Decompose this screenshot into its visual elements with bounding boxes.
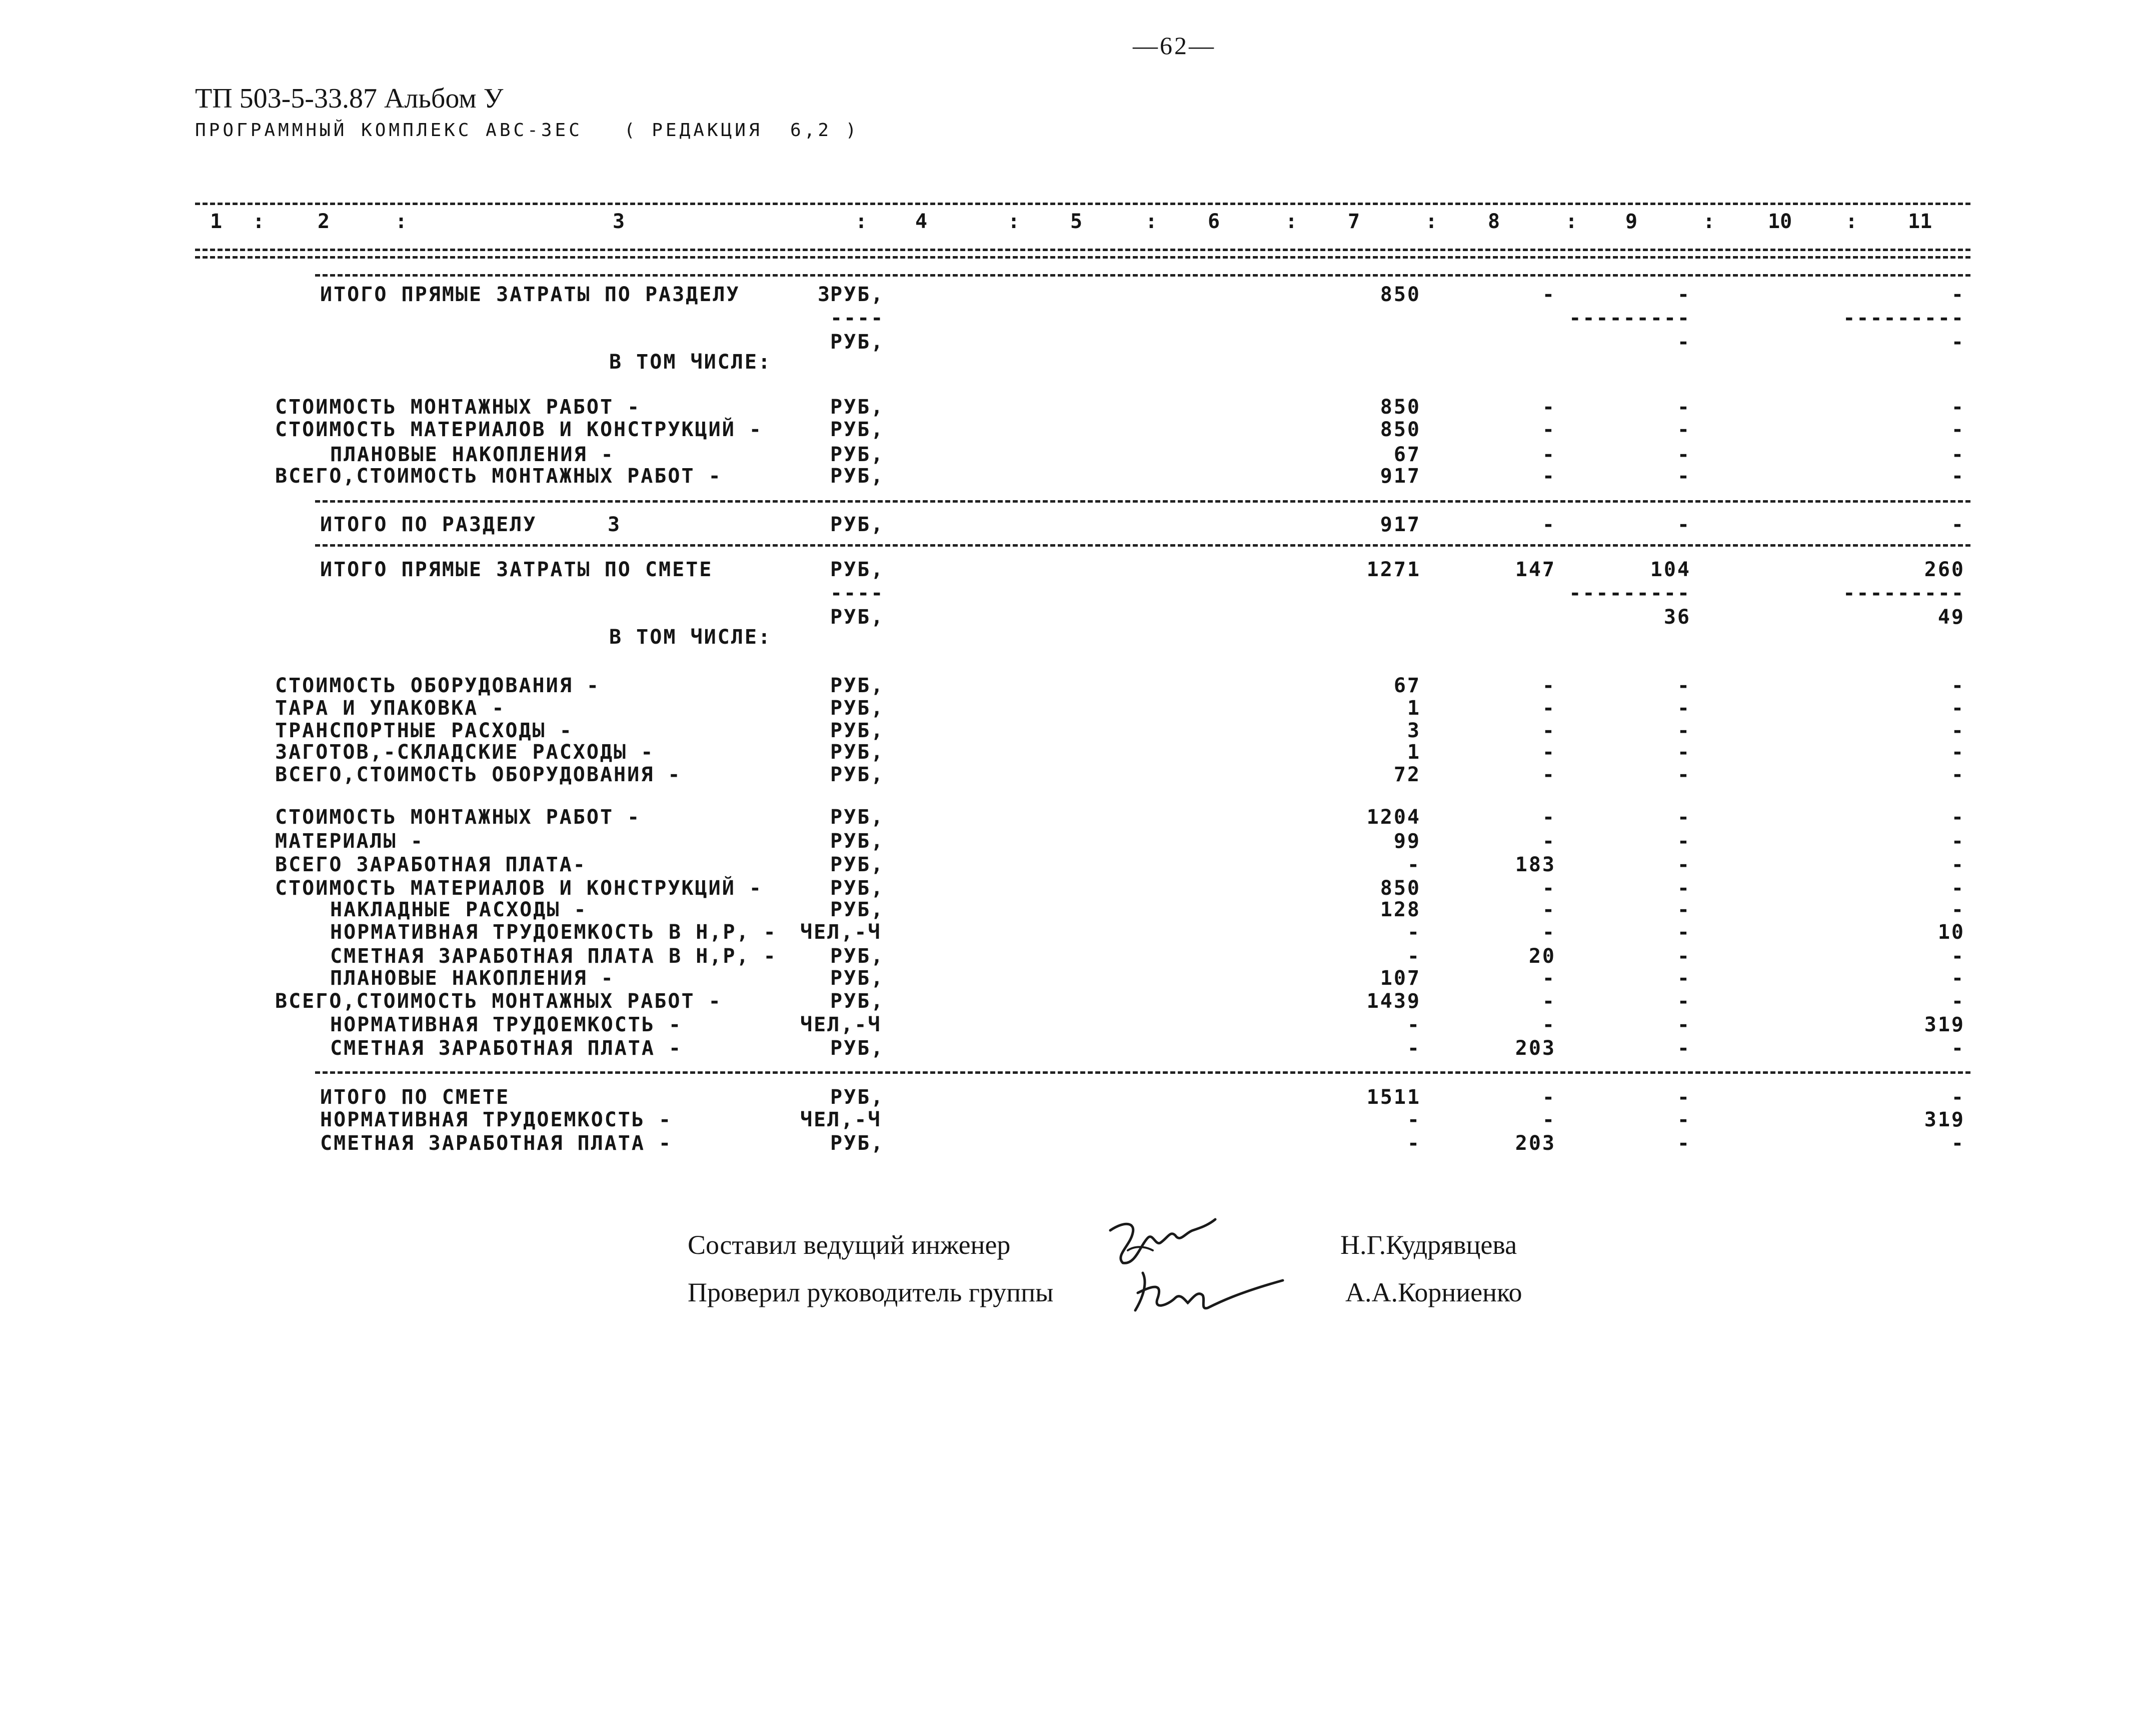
column-header-7: 7	[1348, 210, 1360, 233]
cell-col-11: ---------	[1843, 307, 1965, 330]
table-row	[0, 876, 2156, 900]
cell-col-11: -	[1951, 674, 1965, 697]
table-row	[0, 513, 2156, 537]
column-separator: :	[1145, 210, 1158, 233]
column-header-10: 10	[1768, 210, 1792, 233]
header-top-rule	[195, 203, 1970, 205]
table-row	[0, 1013, 2156, 1037]
cell-col-8: -	[1542, 967, 1556, 990]
table-row	[0, 581, 2156, 605]
table-row	[0, 350, 2156, 374]
row-label: В ТОМ ЧИСЛЕ:	[609, 626, 772, 649]
section-rule	[315, 274, 1970, 277]
cell-col-11: 10	[1937, 921, 1965, 944]
row-label: ВСЕГО,СТОИМОСТЬ МОНТАЖНЫХ РАБОТ -	[275, 990, 722, 1013]
row-unit: ЧЕЛ,-Ч	[800, 921, 882, 944]
column-separator: :	[1425, 210, 1438, 233]
table-row	[0, 696, 2156, 720]
table-row	[0, 464, 2156, 488]
row-label: СМЕТНАЯ ЗАРАБОТНАЯ ПЛАТА -	[320, 1132, 673, 1155]
row-label: СТОИМОСТЬ МАТЕРИАЛОВ И КОНСТРУКЦИЙ -	[275, 877, 763, 900]
table-row	[0, 920, 2156, 944]
cell-col-7: 1439	[1366, 990, 1421, 1013]
row-unit: РУБ,	[830, 741, 885, 764]
row-unit: РУБ,	[830, 877, 885, 900]
table-row	[0, 1108, 2156, 1132]
cell-col-11: -	[1951, 877, 1965, 900]
cell-col-11: -	[1951, 1037, 1965, 1060]
cell-col-7: 917	[1380, 465, 1421, 488]
cell-col-8: -	[1542, 418, 1556, 441]
cell-col-9: -	[1677, 1132, 1691, 1155]
cell-col-8: -	[1542, 741, 1556, 764]
table-row	[0, 989, 2156, 1013]
cell-col-11: 260	[1924, 558, 1965, 581]
cell-col-7: 67	[1393, 443, 1421, 466]
column-separator: :	[1285, 210, 1298, 233]
row-label: В ТОМ ЧИСЛЕ:	[609, 351, 772, 374]
column-separator: :	[1845, 210, 1858, 233]
row-label: ТАРА И УПАКОВКА -	[275, 697, 506, 720]
row-unit: РУБ,	[830, 465, 885, 488]
row-label: ИТОГО ПРЯМЫЕ ЗАТРАТЫ ПО РАЗДЕЛУ	[320, 283, 740, 306]
cell-col-7: -	[1407, 853, 1421, 876]
cell-col-11: -	[1951, 331, 1965, 354]
row-unit: РУБ,	[830, 1086, 885, 1109]
row-label: ИТОГО ПО СМЕТЕ	[320, 1086, 510, 1109]
row-label: СТОИМОСТЬ МОНТАЖНЫХ РАБОТ -	[275, 806, 641, 829]
table-row	[0, 1085, 2156, 1109]
cell-col-7: 850	[1380, 283, 1421, 306]
cell-col-8: -	[1542, 697, 1556, 720]
row-label: ЗАГОТОВ,-СКЛАДСКИЕ РАСХОДЫ -	[275, 741, 655, 764]
cell-col-11: -	[1951, 763, 1965, 786]
column-header-6: 6	[1208, 210, 1220, 233]
row-label: ТРАНСПОРТНЫЕ РАСХОДЫ -	[275, 719, 573, 742]
column-separator: :	[1703, 210, 1715, 233]
table-row	[0, 805, 2156, 829]
cell-col-9: ---------	[1569, 582, 1691, 605]
row-unit: РУБ,	[830, 945, 885, 968]
row-unit: РУБ,	[830, 806, 885, 829]
cell-col-7: 917	[1380, 513, 1421, 536]
cell-col-8: 183	[1515, 853, 1556, 876]
table-row	[0, 1131, 2156, 1155]
cell-col-8: -	[1542, 898, 1556, 921]
cell-col-11: -	[1951, 830, 1965, 853]
column-header-5: 5	[1070, 210, 1083, 233]
checked-by-name: А.А.Корниенко	[1345, 1277, 1522, 1307]
row-unit: РУБ,	[830, 418, 885, 441]
cell-col-7: 1	[1407, 697, 1421, 720]
column-header-4: 4	[915, 210, 928, 233]
row-label: НОРМАТИВНАЯ ТРУДОЕМКОСТЬ -	[320, 1108, 673, 1131]
cell-col-11: -	[1951, 443, 1965, 466]
row-unit: РУБ,	[830, 513, 885, 536]
cell-col-9: -	[1677, 967, 1691, 990]
cell-col-11: -	[1951, 1086, 1965, 1109]
cell-col-8: -	[1542, 877, 1556, 900]
cell-col-9: -	[1677, 719, 1691, 742]
row-label: ВСЕГО,СТОИМОСТЬ ОБОРУДОВАНИЯ -	[275, 763, 682, 786]
table-row	[0, 740, 2156, 764]
cell-col-11: -	[1951, 945, 1965, 968]
cell-col-7: -	[1407, 1037, 1421, 1060]
cell-col-7: 1	[1407, 741, 1421, 764]
cell-col-11: -	[1951, 967, 1965, 990]
signature-checked-by	[1128, 1263, 1288, 1320]
column-header-11: 11	[1908, 210, 1932, 233]
cell-col-9: -	[1677, 763, 1691, 786]
cell-col-8: 203	[1515, 1037, 1556, 1060]
cell-col-9: -	[1677, 945, 1691, 968]
row-unit: РУБ,	[830, 674, 885, 697]
cell-col-11: -	[1951, 465, 1965, 488]
cell-col-11: -	[1951, 1132, 1965, 1155]
cell-col-11: -	[1951, 741, 1965, 764]
cell-col-8: -	[1542, 1108, 1556, 1131]
table-row	[0, 829, 2156, 853]
cell-col-8: -	[1542, 763, 1556, 786]
table-row	[0, 1036, 2156, 1060]
cell-col-7: 107	[1380, 967, 1421, 990]
row-unit: ЧЕЛ,-Ч	[800, 1108, 882, 1131]
table-row	[0, 763, 2156, 787]
cell-col-7: -	[1407, 1013, 1421, 1036]
cell-col-7: 99	[1393, 830, 1421, 853]
cell-col-9: -	[1677, 990, 1691, 1013]
row-unit: РУБ,	[830, 396, 885, 419]
table-row	[0, 944, 2156, 968]
row-label: НОРМАТИВНАЯ ТРУДОЕМКОСТЬ -	[330, 1013, 683, 1036]
row-label: СТОИМОСТЬ МОНТАЖНЫХ РАБОТ -	[275, 396, 641, 419]
cell-col-9: -	[1677, 513, 1691, 536]
cell-col-8: -	[1542, 1086, 1556, 1109]
row-unit: РУБ,	[830, 443, 885, 466]
section-rule	[315, 500, 1970, 503]
table-row	[0, 625, 2156, 649]
table-row	[0, 395, 2156, 419]
cell-col-7: -	[1407, 1108, 1421, 1131]
cell-col-11: 49	[1937, 606, 1965, 629]
section-rule	[315, 544, 1970, 547]
cell-col-11: -	[1951, 898, 1965, 921]
cell-col-9: -	[1677, 1037, 1691, 1060]
row-unit: РУБ,	[830, 697, 885, 720]
cell-col-9: -	[1677, 283, 1691, 306]
row-unit: РУБ,	[830, 967, 885, 990]
cell-col-9: 36	[1663, 606, 1691, 629]
header-bottom-rule	[195, 249, 1970, 251]
column-header-9: 9	[1625, 210, 1638, 233]
table-row	[0, 853, 2156, 877]
cell-col-9: -	[1677, 697, 1691, 720]
cell-col-11: -	[1951, 990, 1965, 1013]
row-unit: РУБ,	[830, 1037, 885, 1060]
cell-col-9: -	[1677, 465, 1691, 488]
table-row	[0, 443, 2156, 467]
cell-col-9: -	[1677, 853, 1691, 876]
row-unit: РУБ,	[830, 331, 885, 354]
cell-col-7: -	[1407, 945, 1421, 968]
cell-col-8: -	[1542, 806, 1556, 829]
cell-col-9: -	[1677, 418, 1691, 441]
row-label: НОРМАТИВНАЯ ТРУДОЕМКОСТЬ В Н,Р, -	[330, 921, 777, 944]
row-section-number: 3	[608, 513, 622, 536]
cell-col-8: -	[1542, 396, 1556, 419]
cell-col-8: -	[1542, 443, 1556, 466]
row-label: ИТОГО ПРЯМЫЕ ЗАТРАТЫ ПО СМЕТЕ	[320, 558, 713, 581]
row-unit: ----	[830, 307, 885, 330]
cell-col-8: -	[1542, 465, 1556, 488]
cell-col-9: -	[1677, 1108, 1691, 1131]
row-section-number: 3	[818, 283, 832, 306]
column-header-1: 1	[210, 210, 223, 233]
row-unit: ЧЕЛ,-Ч	[800, 1013, 882, 1036]
row-unit: РУБ,	[830, 1132, 885, 1155]
cell-col-8: 203	[1515, 1132, 1556, 1155]
cell-col-8: -	[1542, 830, 1556, 853]
cell-col-7: -	[1407, 1132, 1421, 1155]
row-unit: РУБ,	[830, 990, 885, 1013]
cell-col-8: -	[1542, 990, 1556, 1013]
row-unit: РУБ,	[830, 283, 885, 306]
cell-col-7: 850	[1380, 396, 1421, 419]
row-label: ВСЕГО,СТОИМОСТЬ МОНТАЖНЫХ РАБОТ -	[275, 465, 722, 488]
signature-compiled-by	[1105, 1215, 1220, 1270]
row-label: ИТОГО ПО РАЗДЕЛУ	[320, 513, 537, 536]
row-unit: ----	[830, 582, 885, 605]
cell-col-7: 1271	[1366, 558, 1421, 581]
table-row	[0, 418, 2156, 442]
cell-col-8: 20	[1528, 945, 1556, 968]
cell-col-9: -	[1677, 1086, 1691, 1109]
cell-col-11: 319	[1924, 1108, 1965, 1131]
column-header-3: 3	[613, 210, 625, 233]
compiled-by-label: Составил ведущий инженер	[688, 1230, 1011, 1260]
cell-col-9: -	[1677, 830, 1691, 853]
row-label: НАКЛАДНЫЕ РАСХОДЫ -	[330, 898, 588, 921]
cell-col-9: -	[1677, 921, 1691, 944]
cell-col-7: 1204	[1366, 806, 1421, 829]
cell-col-9: -	[1677, 331, 1691, 354]
column-separator: :	[253, 210, 265, 233]
row-unit: РУБ,	[830, 763, 885, 786]
row-label: СМЕТНАЯ ЗАРАБОТНАЯ ПЛАТА В Н,Р, -	[330, 945, 777, 968]
row-unit: РУБ,	[830, 830, 885, 853]
document-title: ТП 503-5-33.87 Альбом У	[195, 83, 504, 114]
row-label: ВСЕГО ЗАРАБОТНАЯ ПЛАТА-	[275, 853, 587, 876]
row-unit: РУБ,	[830, 898, 885, 921]
cell-col-9: 104	[1650, 558, 1691, 581]
table-row	[0, 558, 2156, 582]
cell-col-9: -	[1677, 443, 1691, 466]
table-row	[0, 966, 2156, 990]
cell-col-8: -	[1542, 1013, 1556, 1036]
table-row	[0, 898, 2156, 922]
row-unit: РУБ,	[830, 606, 885, 629]
cell-col-11: -	[1951, 418, 1965, 441]
cell-col-9: -	[1677, 806, 1691, 829]
column-separator: :	[855, 210, 868, 233]
section-rule	[315, 1071, 1970, 1074]
column-separator: :	[1565, 210, 1578, 233]
page-number: —62—	[1133, 32, 1216, 60]
cell-col-11: 319	[1924, 1013, 1965, 1036]
row-unit: РУБ,	[830, 558, 885, 581]
cell-col-7: 850	[1380, 877, 1421, 900]
compiled-by-name: Н.Г.Кудрявцева	[1340, 1230, 1517, 1260]
cell-col-8: -	[1542, 719, 1556, 742]
table-row	[0, 719, 2156, 743]
cell-col-8: -	[1542, 283, 1556, 306]
column-header-2: 2	[318, 210, 330, 233]
row-label: СМЕТНАЯ ЗАРАБОТНАЯ ПЛАТА -	[330, 1037, 683, 1060]
table-row	[0, 283, 2156, 307]
cell-col-11: -	[1951, 719, 1965, 742]
cell-col-9: -	[1677, 877, 1691, 900]
cell-col-7: 1511	[1366, 1086, 1421, 1109]
cell-col-7: 72	[1393, 763, 1421, 786]
cell-col-7: 67	[1393, 674, 1421, 697]
cell-col-9: -	[1677, 898, 1691, 921]
cell-col-11: -	[1951, 806, 1965, 829]
header-bottom-rule-2	[195, 256, 1970, 259]
checked-by-label: Проверил руководитель группы	[688, 1277, 1054, 1307]
document-subtitle: ПРОГРАММНЫЙ КОМПЛЕКС АВС-3ЕС ( РЕДАКЦИЯ 6,2 )	[195, 120, 860, 141]
cell-col-8: -	[1542, 921, 1556, 944]
cell-col-11: -	[1951, 697, 1965, 720]
table-row	[0, 674, 2156, 698]
cell-col-11: -	[1951, 513, 1965, 536]
column-header-8: 8	[1488, 210, 1500, 233]
table-row	[0, 306, 2156, 330]
cell-col-7: -	[1407, 921, 1421, 944]
row-label: МАТЕРИАЛЫ -	[275, 830, 424, 853]
cell-col-9: -	[1677, 1013, 1691, 1036]
cell-col-8: -	[1542, 513, 1556, 536]
row-unit: РУБ,	[830, 719, 885, 742]
cell-col-8: -	[1542, 674, 1556, 697]
cell-col-7: 128	[1380, 898, 1421, 921]
cell-col-9: -	[1677, 674, 1691, 697]
row-label: СТОИМОСТЬ МАТЕРИАЛОВ И КОНСТРУКЦИЙ -	[275, 418, 763, 441]
row-label: ПЛАНОВЫЕ НАКОПЛЕНИЯ -	[330, 967, 615, 990]
cell-col-11: -	[1951, 283, 1965, 306]
row-label: СТОИМОСТЬ ОБОРУДОВАНИЯ -	[275, 674, 600, 697]
column-separator: :	[1008, 210, 1020, 233]
cell-col-8: 147	[1515, 558, 1556, 581]
cell-col-9: -	[1677, 741, 1691, 764]
cell-col-9: -	[1677, 396, 1691, 419]
column-separator: :	[395, 210, 408, 233]
cell-col-11: ---------	[1843, 582, 1965, 605]
cell-col-7: 3	[1407, 719, 1421, 742]
row-unit: РУБ,	[830, 853, 885, 876]
cell-col-7: 850	[1380, 418, 1421, 441]
row-label: ПЛАНОВЫЕ НАКОПЛЕНИЯ -	[330, 443, 615, 466]
cell-col-11: -	[1951, 396, 1965, 419]
cell-col-11: -	[1951, 853, 1965, 876]
cell-col-9: ---------	[1569, 307, 1691, 330]
